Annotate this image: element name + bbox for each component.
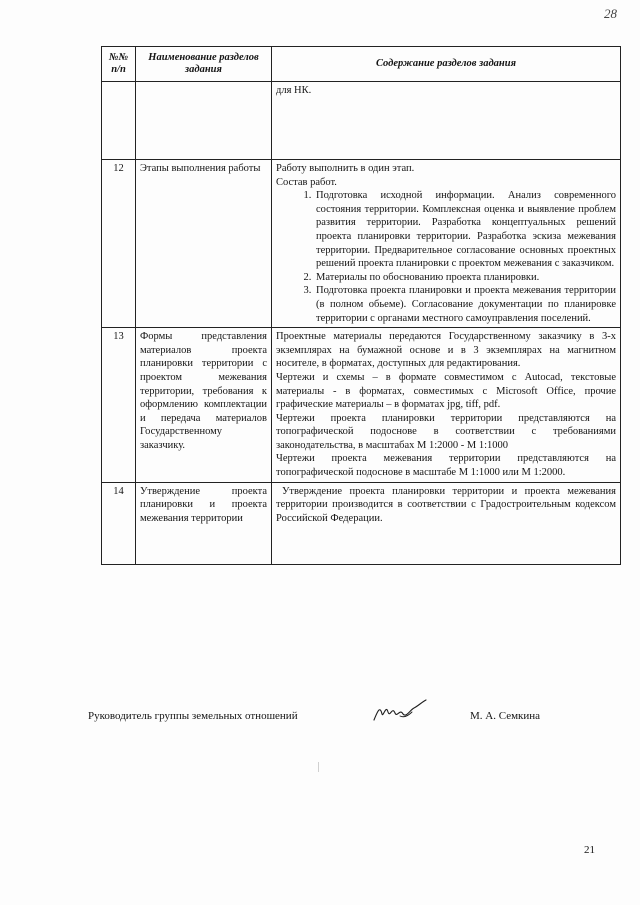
row-13-name: Формы представления материалов проекта планировки территории с проектом межевания территории, требования к оформлению комплектации и передача материалов Государственному заказчику. <box>136 328 272 483</box>
signature-label: Руководитель группы земельных отношений <box>88 710 298 722</box>
corner-handwritten-mark: 28 <box>604 6 617 21</box>
row-13-content <box>272 328 621 483</box>
table-header-row <box>102 47 621 82</box>
row-12-steps-list <box>276 189 616 325</box>
table-row-12 <box>102 160 621 328</box>
table-row-continued <box>102 82 621 160</box>
list-item: 2. Материалы по обоснованию проекта планировки. <box>314 271 616 285</box>
row-13-paragraph-1: Проектные материалы передаются Государственному заказчику в 3-х экземплярах на бумажной основе и в 3 экземплярах на магнитном носителе, в форматах, доступных для редактирования. <box>276 331 616 370</box>
row-12-intro-2: Состав работ. <box>276 176 337 188</box>
scan-artifact <box>318 762 319 772</box>
task-table <box>101 46 621 565</box>
row-14-content <box>272 482 621 564</box>
signatory-name: М. А. Семкина <box>470 710 541 722</box>
row-number-cell <box>102 82 136 160</box>
header-section-content: Содержание разделов задания <box>272 47 621 82</box>
table-row-13 <box>102 328 621 483</box>
row-13-number: 13 <box>102 328 136 483</box>
row-12-content <box>272 160 621 328</box>
row-14-number: 14 <box>102 482 136 564</box>
handwritten-signature <box>370 696 430 726</box>
signature-block <box>88 708 548 730</box>
row-name-cell <box>136 82 272 160</box>
row-14-paragraph: Утверждение проекта планировки территории и проекта межевания территории производится в соответствии с Градостроительным кодексом Российской Федерации. <box>276 485 616 524</box>
page-number: 21 <box>584 844 595 856</box>
row-13-paragraph-3: Чертежи проекта планировки территории представляются на топографической подоснове в соответствии с требованиями законодательства, в масштабах М 1:2000 - М 1:1000 <box>276 412 616 451</box>
row-12-number: 12 <box>102 160 136 328</box>
row-12-intro-1: Работу выполнить в один этап. <box>276 163 415 174</box>
row-12-name: Этапы выполнения работы <box>136 160 272 328</box>
header-number: №№ п/п <box>102 47 136 82</box>
continued-text: для НК. <box>276 85 312 96</box>
row-13-paragraph-4: Чертежи проекта межевания территории представляются на топографической подоснове в масштабе М 1:1000 или М 1:2000. <box>276 453 616 479</box>
row-13-paragraph-2: Чертежи и схемы – в формате совместимом с Autocad, текстовые материалы - в форматах, совместимых с Microsoft Office, прочие графические материалы – в форматах jpg, tiff, pdf. <box>276 371 616 411</box>
table-row-14 <box>102 482 621 564</box>
row-14-name: Утверждение проекта планировки и проекта межевания территории <box>136 482 272 564</box>
list-item: 3. Подготовка проекта планировки и проекта межевания территории (в полном обьеме). Согласование документации по планировке территории с органами местного самоуправления поселений. <box>314 284 616 325</box>
list-item: 1. Подготовка исходной информации. Анализ современного состояния территории. Комплексная оценка и выявление проблем развития территории. Разработка концептуальных решений проекта планировки территории. Разработка эскиза межевания территории. Предварительное согласование основных проектных решений проекта планировки с проектом межевания с заказчиком. <box>314 189 616 271</box>
header-section-name: Наименование разделов задания <box>136 47 272 82</box>
row-content-cell <box>272 82 621 160</box>
